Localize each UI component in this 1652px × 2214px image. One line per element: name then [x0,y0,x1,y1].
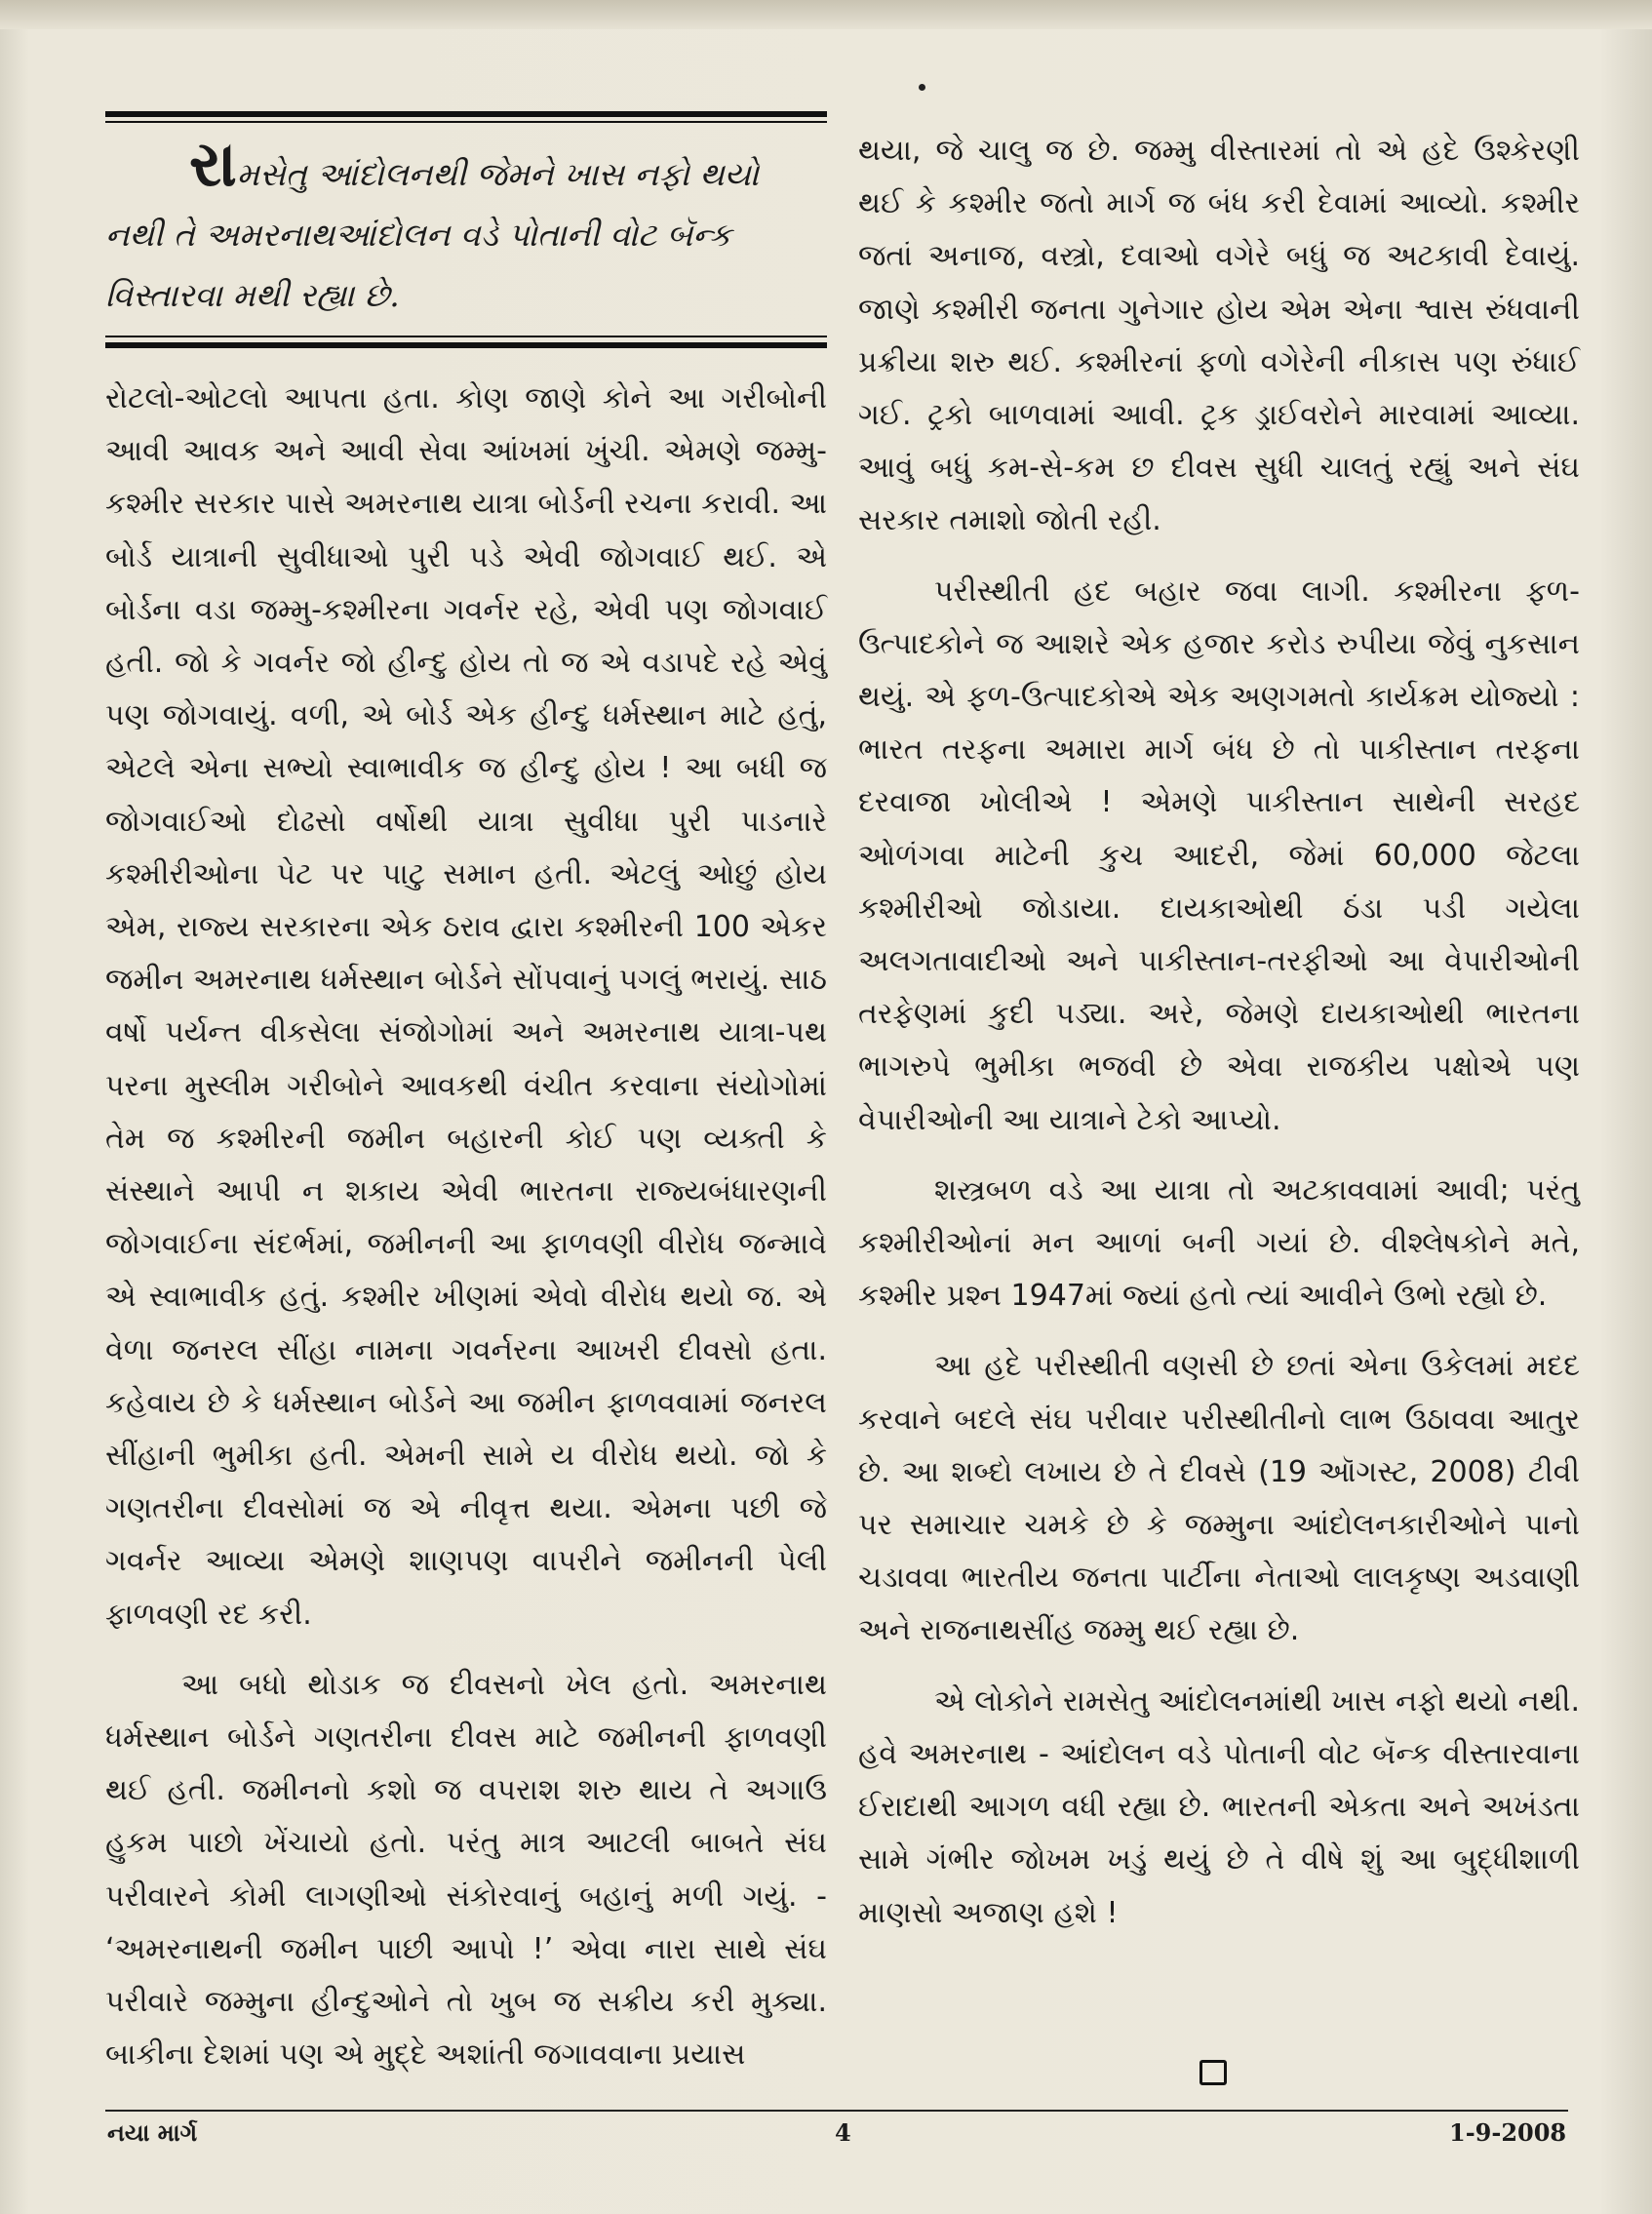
pull-quote-line-2: નથી તે અમરનાથઆંદોલન વડે પોતાની વોટ બૅન્ક [105,216,732,254]
right-paragraph-1: થયા, જે ચાલુ જ છે. જમ્મુ વીસ્તારમાં તો એ હદે ઉશ્કેરણી થઈ કે કશ્મીર જતો માર્ગ જ બંધ કરી દેવામાં આવ્યો. કશ્મીર જતાં અનાજ, વસ્ત્રો, દવાઓ વગેરે બધું જ અટકાવી દેવાયું. જાણે કશ્મીરી જનતા ગુનેગાર હોય એમ એના શ્વાસ રુંધવાની પ્રક્રીયા શરુ થઈ. કશ્મીરનાં ફળો વગેરેની નીકાસ પણ રુંધાઈ ગઈ. ટ્રકો બાળવામાં આવી. ટ્રક ડ્રાઈવરોને મારવામાં આવ્યા. આવું બધું કમ-સે-કમ છ દીવસ સુધી ચાલતું રહ્યું અને સંઘ સરકાર તમાશો જોતી રહી. [858,134,1580,538]
pull-quote-text [105,128,827,326]
left-paragraph-1: રોટલો-ઓટલો આપતા હતા. કોણ જાણે કોને આ ગરીબોની આવી આવક અને આવી સેવા આંખમાં ખુંચી. એમણે જમ્મુ-કશ્મીર સરકાર પાસે અમરનાથ યાત્રા બોર્ડની રચના કરાવી. આ બોર્ડ યાત્રાની સુવીધાઓ પુરી પડે એવી જોગવાઈ થઈ. એ બોર્ડના વડા જમ્મુ-કશ્મીરના ગવર્નર રહે, એવી પણ જોગવાઈ હતી. જો કે ગવર્નર જો હીન્દુ હોય તો જ એ વડાપદે રહે એવું પણ જોગવાયું. વળી, એ બોર્ડ એક હીન્દુ ધર્મસ્થાન માટે હતું, એટલે એના સભ્યો સ્વાભાવીક જ હીન્દુ હોય ! આ બધી જ જોગવાઈઓ દોઢસો વર્ષોથી યાત્રા સુવીધા પુરી પાડનારે કશ્મીરીઓના પેટ પર પાટુ સમાન હતી. એટલું ઓછું હોય એમ, રાજ્ય સરકારના એક ઠરાવ દ્વારા કશ્મીરની 100 એકર જમીન અમરનાથ ધર્મસ્થાન બોર્ડને સોંપવાનું પગલું ભરાયું. સાઠ વર્ષો પર્યન્ત વીકસેલા સંજોગોમાં અને અમરનાથ યાત્રા-પથ પરના મુસ્લીમ ગરીબોને આવકથી વંચીત કરવાના સંયોગોમાં તેમ જ કશ્મીરની જમીન બહારની કોઈ પણ વ્યક્તી કે સંસ્થાને આપી ન શકાય એવી ભારતના રાજ્યબંધારણની જોગવાઈના સંદર્ભમાં, જમીનની આ ફાળવણી વીરોધ જન્માવે એ સ્વાભાવીક હતું. કશ્મીર ખીણમાં એવો વીરોધ થયો જ. એ વેળા જનરલ સીંહા નામના ગવર્નરના આખરી દીવસો હતા. કહેવાય છે કે ધર્મસ્થાન બોર્ડને આ જમીન ફાળવવામાં જનરલ સીંહાની ભુમીકા હતી. એમની સામે ય વીરોધ થયો. જો કે ગણતરીના દીવસોમાં જ એ નીવૃત્ત થયા. એમના પછી જે ગવર્નર આવ્યા એમણે શાણપણ વાપરીને જમીનની પેલી ફાળવણી રદ કરી. [105,381,827,1632]
footer-rule [105,2110,1568,2112]
footer-magazine-name: નયા માર્ગ [107,2118,198,2147]
pull-quote-top-rule-thin [105,121,827,123]
pull-quote-line-1: મસેતુ આંદોલનથી જેમને ખાસ નફો થયો [236,155,760,193]
end-of-article-icon [1200,2060,1227,2085]
footer-date: 1-9-2008 [1449,2118,1567,2147]
right-paragraph-2: પરીસ્થીતી હદ બહાર જવા લાગી. કશ્મીરના ફળ-ઉત્પાદકોને જ આશરે એક હજાર કરોડ રુપીયા જેવું નુકસાન થયું. એ ફળ-ઉત્પાદકોએ એક અણગમતો કાર્યક્રમ યોજ્યો : ભારત તરફના અમારા માર્ગ બંધ છે તો પાકીસ્તાન તરફના દરવાજા ખોલીએ ! એમણે પાકીસ્તાન સાથેની સરહદ ઓળંગવા માટેની કુચ આદરી, જેમાં 60,000 જેટલા કશ્મીરીઓ જોડાયા. દાયકાઓથી ઠંડા પડી ગયેલા અલગતાવાદીઓ અને પાકીસ્તાન-તરફીઓ આ વેપારીઓની તરફેણમાં કુદી પડ્યા. અરે, જેમણે દાયકાઓથી ભારતના ભાગરુપે ભુમીકા ભજવી છે એવા રાજકીય પક્ષોએ પણ વેપારીઓની આ યાત્રાને ટેકો આપ્યો. [858,573,1580,1137]
pull-quote-top-rule [105,111,827,117]
pull-quote-bottom-rule [105,342,827,348]
pull-quote-line-3: વિસ્તારવા મથી રહ્યા છે. [105,276,400,314]
right-paragraph-5: એ લોકોને રામસેતુ આંદોલનમાંથી ખાસ નફો થયો નથી. હવે અમરનાથ - આંદોલન વડે પોતાની વોટ બૅન્ક વીસ્તારવાના ઈરાદાથી આગળ વધી રહ્યા છે. ભારતની એકતા અને અખંડતા સામે ગંભીર જોખમ ખડું થયું છે તે વીષે શું આ બુદ્ધીશાળી માણસો અજાણ હશે ! [858,1683,1580,1930]
page-top-edge [0,0,1652,29]
ink-dot [919,84,925,91]
footer-page-number: 4 [835,2118,851,2147]
pull-quote-dropcap: રા [189,128,237,201]
right-paragraph-4: આ હદે પરીસ્થીતી વણસી છે છતાં એના ઉકેલમાં મદદ કરવાને બદલે સંઘ પરીવાર પરીસ્થીતીનો લાભ ઉઠાવવા આતુર છે. આ શબ્દો લખાય છે તે દીવસે (19 ઑગસ્ટ, 2008) ટીવી પર સમાચાર ચમકે છે કે જમ્મુના આંદોલનકારીઓને પાનો ચડાવવા ભારતીય જનતા પાર્ટીના નેતાઓ લાલકૃષ્ણ અડવાણી અને રાજનાથસીંહ જમ્મુ થઈ રહ્યા છે. [858,1349,1580,1648]
left-column [105,373,827,2082]
pull-quote-bottom-rule-thin [105,336,827,337]
pull-quote [105,111,827,355]
right-paragraph-3: શસ્ત્રબળ વડે આ યાત્રા તો અટકાવવામાં આવી; પરંતુ કશ્મીરીઓનાં મન આળાં બની ગયાં છે. વીશ્લેષકોને મતે, કશ્મીર પ્રશ્ન 1947માં જ્યાં હતો ત્યાં આવીને ઉભો રહ્યો છે. [858,1172,1580,1314]
left-paragraph-2: આ બધો થોડાક જ દીવસનો ખેલ હતો. અમરનાથ ધર્મસ્થાન બોર્ડને ગણતરીના દીવસ માટે જમીનની ફાળવણી થઈ હતી. જમીનનો કશો જ વપરાશ શરુ થાય તે અગાઉ હુકમ પાછો ખેંચાયો હતો. પરંતુ માત્ર આટલી બાબતે સંઘ પરીવારને કોમી લાગણીઓ સંકોરવાનું બહાનું મળી ગયું. - ‘અમરનાથની જમીન પાછી આપો !’ એવા નારા સાથે સંઘ પરીવારે જમ્મુના હીન્દુઓને તો ખુબ જ સક્રીય કરી મુક્યા. બાકીના દેશમાં પણ એ મુદ્દે અશાંતી જગાવવાના પ્રયાસ [105,1667,827,2073]
right-column [858,125,1580,1940]
